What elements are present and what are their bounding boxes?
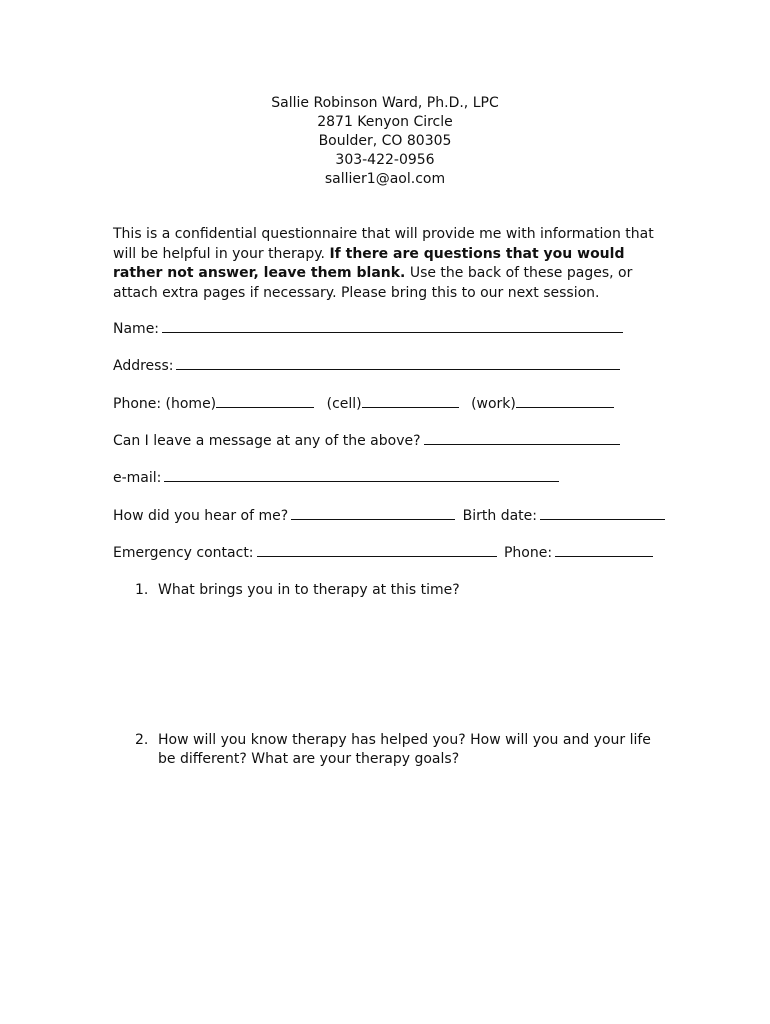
email-field[interactable] — [164, 467, 559, 482]
emergency-phone-field[interactable] — [555, 542, 653, 557]
address-row — [113, 355, 620, 375]
question-number: 1. — [135, 582, 149, 598]
phone-work-label: (work) — [471, 396, 516, 412]
name-label: Name: — [113, 321, 160, 337]
street-address: 2871 Kenyon Circle — [317, 114, 453, 130]
referral-field[interactable] — [291, 505, 455, 520]
birth-date-label: Birth date: — [462, 508, 537, 524]
address-label: Address: — [113, 358, 174, 374]
emergency-contact-label: Emergency contact: — [113, 545, 254, 561]
intro-bold-text: If there are questions that you would rather not answer, leave them blank. — [113, 245, 625, 281]
phone-number: 303-422-0956 — [335, 152, 435, 168]
phone-work-field[interactable] — [516, 393, 614, 408]
city-state-zip: Boulder, CO 80305 — [318, 133, 452, 149]
phone-home-field[interactable] — [216, 393, 314, 408]
letterhead — [0, 94, 770, 189]
emergency-row — [113, 542, 653, 562]
email-row — [113, 467, 559, 487]
question-text: How will you know therapy has helped you? How will you and your life be different? What are your therapy goals? — [158, 732, 651, 767]
question-number: 2. — [135, 732, 149, 748]
birth-date-field[interactable] — [540, 505, 665, 520]
message-label: Can I leave a message at any of the above? — [113, 433, 421, 449]
message-row — [113, 430, 620, 450]
intro-paragraph — [113, 225, 663, 303]
name-field[interactable] — [162, 318, 623, 333]
phone-cell-label: (cell) — [326, 396, 362, 412]
email-label: e-mail: — [113, 470, 162, 486]
intro-text-2: Use the back of these pages, or attach extra pages if necessary. Please bring this to our next session. — [113, 265, 633, 301]
therapist-name: Sallie Robinson Ward, Ph.D., LPC — [271, 95, 499, 111]
phone-cell-field[interactable] — [362, 393, 459, 408]
phone-row — [113, 393, 614, 413]
address-field[interactable] — [176, 355, 620, 370]
message-field[interactable] — [424, 430, 620, 445]
referral-label: How did you hear of me? — [113, 508, 289, 524]
emergency-contact-field[interactable] — [257, 542, 497, 557]
email-address: sallier1@aol.com — [324, 171, 446, 187]
intro-text-1: This is a confidential questionnaire that will provide me with information that will be helpful in your therapy. — [113, 226, 654, 262]
name-row — [113, 318, 623, 338]
referral-row — [113, 505, 665, 525]
phone-home-label: Phone: (home) — [113, 396, 217, 412]
question-text: What brings you in to therapy at this time? — [158, 582, 460, 598]
emergency-phone-label: Phone: — [503, 545, 553, 561]
